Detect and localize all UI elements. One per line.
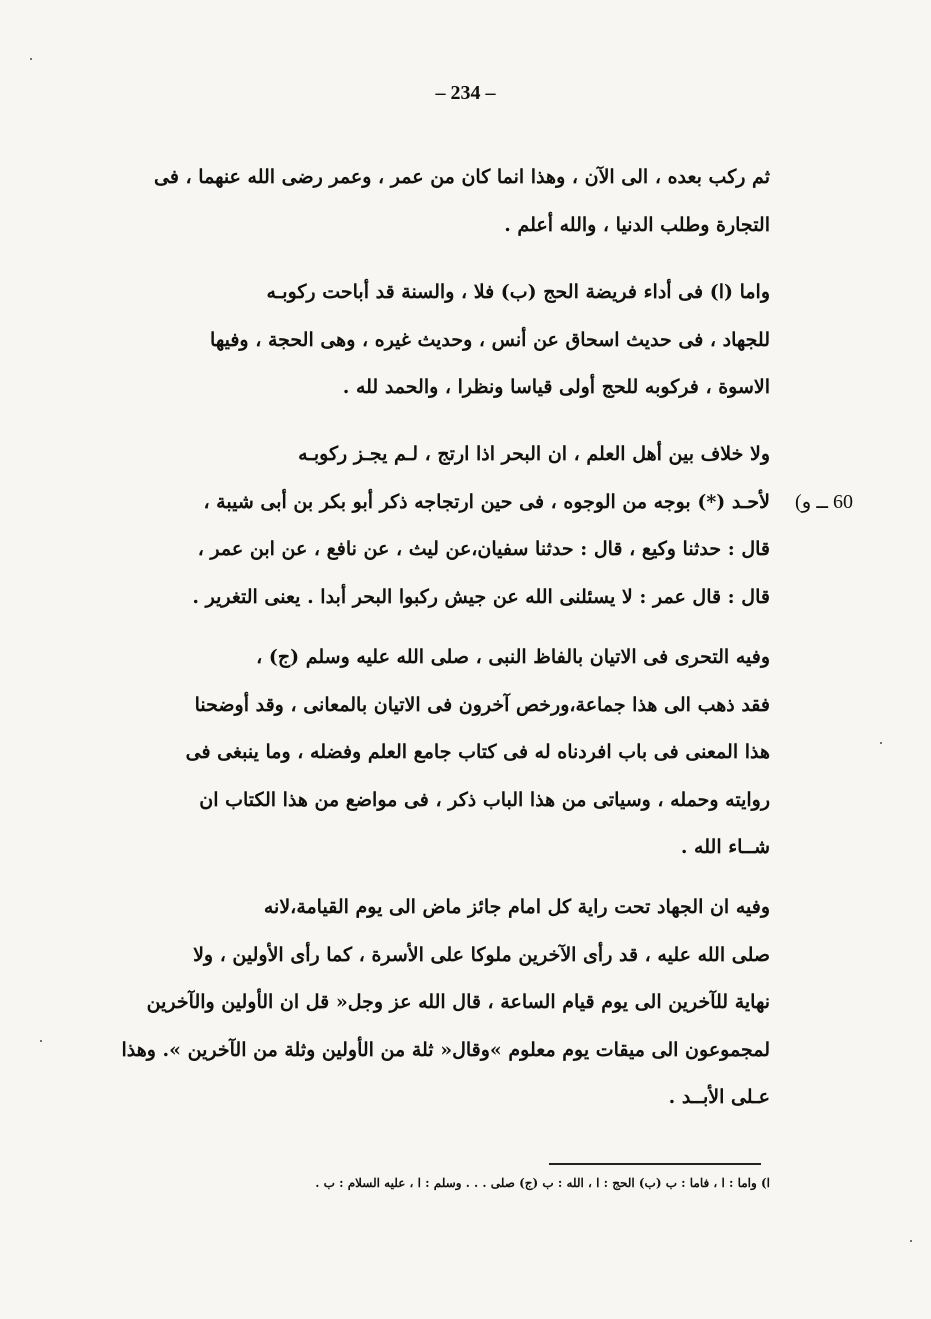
text-line: نهاية للآخرين الى يوم قيام الساعة ، قال الله عز وجل« قل ان الأولين والآخرين <box>146 991 770 1013</box>
text-line: الاسوة ، فركوبه للحج أولى قياسا ونظرا ، والحمد لله . <box>342 376 770 398</box>
margin-note: 60 ــ و) <box>795 491 854 513</box>
text-line: واما (ا) فى أداء فريضة الحج (ب) فلا ، والسنة قد أباحت ركوبـه <box>266 281 770 303</box>
text-line: للجهاد ، فى حديث اسحاق عن أنس ، وحديث غيره ، وهى الحجة ، وفيها <box>210 328 770 351</box>
text-line: شــاء الله . <box>680 836 770 858</box>
text-line: قال : قال عمر : لا يسئلنى الله عن جيش ركبوا البحر أبدا . يعنى التغرير . <box>192 585 770 608</box>
footnote-divider <box>549 1163 761 1165</box>
text-line: فقد ذهب الى هذا جماعة،ورخص آخرون فى الاتيان بالمعانى ، وقد أوضحنا <box>194 693 770 716</box>
scan-speck <box>880 742 882 744</box>
text-line: ثم ركب بعده ، الى الآن ، وهذا انما كان من عمر ، وعمر رضى الله عنهما ، فى <box>154 166 770 188</box>
text-line: وفيه التحرى فى الاتيان بالفاظ النبى ، صلى الله عليه وسلم (ج) ، <box>256 646 770 668</box>
scan-speck <box>40 1040 42 1042</box>
paragraph-1 <box>105 154 770 249</box>
text-line: لأحـد (*) بوجه من الوجوه ، فى حين ارتجاجه ذكر أبو بكر بن أبى شيبة ، <box>203 490 770 513</box>
text-line: ولا خلاف بين أهل العلم ، ان البحر اذا ارتج ، لـم يجـز ركوبـه <box>298 443 770 465</box>
scan-speck <box>910 1240 912 1242</box>
text-line: قال : حدثنا وكيع ، قال : حدثنا سفيان،عن ليث ، عن نافع ، عن ابن عمر ، <box>197 538 770 560</box>
text-line: هذا المعنى فى باب افردناه له فى كتاب جامع العلم وفضله ، وما ينبغى فى <box>185 741 770 763</box>
paragraph-2 <box>105 269 770 412</box>
text-line: عـلى الأبــد . <box>668 1086 770 1108</box>
footnote: ا) واما : ا ، فاما : ب (ب) الحج : ا ، الله : ب (ج) صلى . . . وسلم : ا ، عليه السلام : ب . <box>315 1176 770 1190</box>
text-line: صلى الله عليه ، قد رأى الآخرين ملوكا على الأسرة ، كما رأى الأولين ، ولا <box>193 943 770 966</box>
text-line: وفيه ان الجهاد تحت راية كل امام جائز ماض الى يوم القيامة،لانه <box>263 896 770 918</box>
scan-speck <box>30 58 32 60</box>
text-line: التجارة وطلب الدنيا ، والله أعلم . <box>504 213 770 236</box>
paragraph-5 <box>105 884 770 1122</box>
page-number: – 234 – <box>435 82 496 104</box>
paragraph-4 <box>105 634 770 872</box>
paragraph-3 <box>105 431 770 621</box>
text-line: روايته وحمله ، وسياتى من هذا الباب ذكر ، فى مواضع من هذا الكتاب ان <box>199 788 770 811</box>
text-line: لمجموعون الى ميقات يوم معلوم »وقال« ثلة من الأولين وثلة من الآخرين ». وهذا <box>121 1038 770 1061</box>
